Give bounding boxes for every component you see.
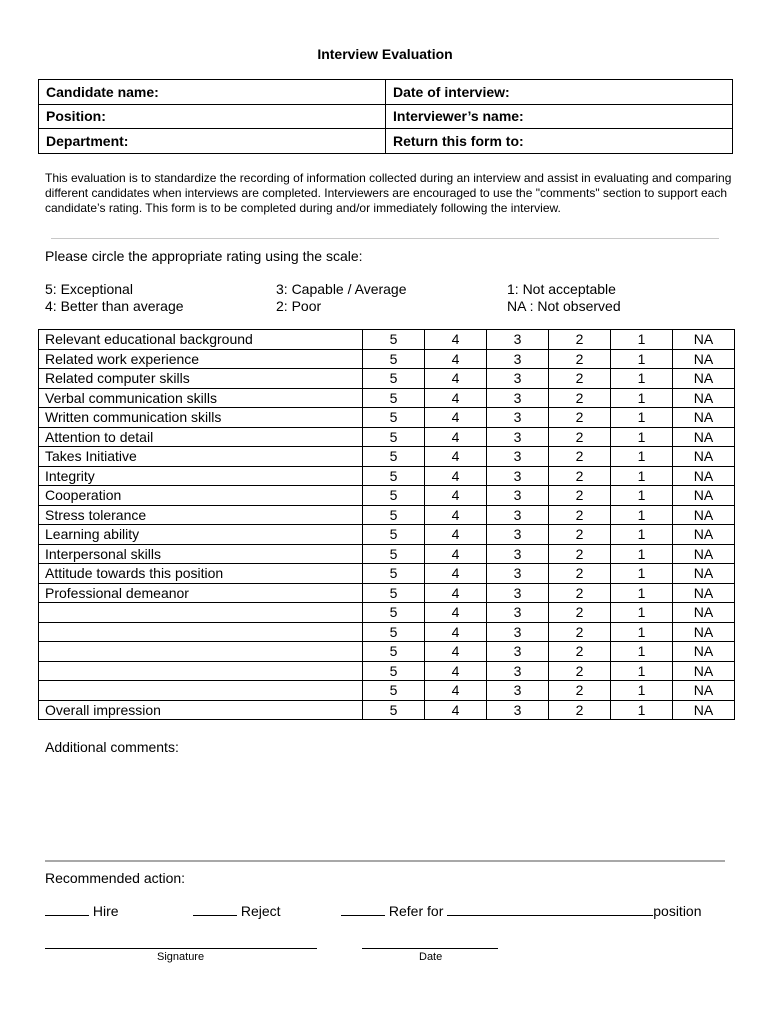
scale-na: NA : Not observed	[507, 298, 621, 314]
rating-option-4[interactable]: 4	[425, 466, 487, 486]
rating-row	[39, 388, 735, 408]
criterion-label: Verbal communication skills	[39, 388, 363, 408]
criterion-label	[39, 642, 363, 662]
rating-option-3[interactable]: 3	[487, 408, 549, 428]
rating-option-1[interactable]: 1	[611, 505, 673, 525]
rating-option-na[interactable]: NA	[673, 622, 735, 642]
scale-5: 5: Exceptional	[45, 281, 133, 297]
rating-option-5[interactable]: 5	[363, 564, 425, 584]
rating-option-na[interactable]: NA	[673, 603, 735, 623]
criterion-label: Overall impression	[39, 700, 363, 720]
rating-option-3[interactable]: 3	[487, 486, 549, 506]
rating-row	[39, 622, 735, 642]
rating-option-4[interactable]: 4	[425, 330, 487, 350]
position-field[interactable]: Position:	[39, 104, 386, 129]
rating-option-3[interactable]: 3	[487, 525, 549, 545]
rating-option-4[interactable]: 4	[425, 427, 487, 447]
rating-row	[39, 603, 735, 623]
rating-option-3[interactable]: 3	[487, 661, 549, 681]
rating-option-1[interactable]: 1	[611, 349, 673, 369]
rating-option-5[interactable]: 5	[363, 681, 425, 701]
rating-option-2[interactable]: 2	[549, 661, 611, 681]
scale-legend-col-1	[45, 281, 184, 315]
criterion-label: Relevant educational background	[39, 330, 363, 350]
rating-option-1[interactable]: 1	[611, 544, 673, 564]
rating-option-5[interactable]: 5	[363, 661, 425, 681]
rating-row	[39, 700, 735, 720]
divider	[45, 860, 725, 862]
rating-row	[39, 583, 735, 603]
rating-instruction: Please circle the appropriate rating using the scale:	[45, 248, 363, 264]
rating-option-3[interactable]: 3	[487, 544, 549, 564]
rating-option-1[interactable]: 1	[611, 700, 673, 720]
rating-option-na[interactable]: NA	[673, 349, 735, 369]
hire-label: Hire	[92, 903, 119, 919]
rating-option-1[interactable]: 1	[611, 330, 673, 350]
divider	[51, 238, 719, 239]
rating-option-2[interactable]: 2	[549, 564, 611, 584]
signature-line[interactable]	[45, 948, 317, 949]
rating-option-4[interactable]: 4	[425, 700, 487, 720]
date-of-interview-field[interactable]: Date of interview:	[386, 80, 733, 105]
rating-option-na[interactable]: NA	[673, 661, 735, 681]
criterion-label: Learning ability	[39, 525, 363, 545]
rating-option-2[interactable]: 2	[549, 583, 611, 603]
rating-option-4[interactable]: 4	[425, 544, 487, 564]
rating-row	[39, 661, 735, 681]
rating-option-3[interactable]: 3	[487, 447, 549, 467]
rating-option-5[interactable]: 5	[363, 349, 425, 369]
scale-legend-col-3	[507, 281, 621, 315]
rating-row	[39, 505, 735, 525]
rating-option-4[interactable]: 4	[425, 388, 487, 408]
rating-option-3[interactable]: 3	[487, 349, 549, 369]
refer-blank[interactable]	[341, 902, 385, 916]
rating-option-na[interactable]: NA	[673, 427, 735, 447]
rating-option-2[interactable]: 2	[549, 408, 611, 428]
return-form-field[interactable]: Return this form to:	[386, 129, 733, 154]
position-label: position	[653, 903, 702, 919]
scale-legend-col-2	[276, 281, 407, 315]
rating-option-4[interactable]: 4	[425, 447, 487, 467]
rating-row	[39, 330, 735, 350]
rating-option-4[interactable]: 4	[425, 661, 487, 681]
rating-row	[39, 525, 735, 545]
rating-option-4[interactable]: 4	[425, 603, 487, 623]
rating-option-1[interactable]: 1	[611, 525, 673, 545]
rating-option-1[interactable]: 1	[611, 603, 673, 623]
rating-option-na[interactable]: NA	[673, 525, 735, 545]
criterion-label: Stress tolerance	[39, 505, 363, 525]
rating-option-4[interactable]: 4	[425, 486, 487, 506]
criterion-label: Attention to detail	[39, 427, 363, 447]
department-field[interactable]: Department:	[39, 129, 386, 154]
rating-option-5[interactable]: 5	[363, 505, 425, 525]
rating-option-na[interactable]: NA	[673, 388, 735, 408]
rating-option-1[interactable]: 1	[611, 622, 673, 642]
rating-option-2[interactable]: 2	[549, 525, 611, 545]
rating-option-5[interactable]: 5	[363, 466, 425, 486]
rating-option-3[interactable]: 3	[487, 700, 549, 720]
rating-option-2[interactable]: 2	[549, 447, 611, 467]
rating-row	[39, 349, 735, 369]
rating-option-3[interactable]: 3	[487, 330, 549, 350]
rating-option-1[interactable]: 1	[611, 466, 673, 486]
criterion-label: Related work experience	[39, 349, 363, 369]
rating-table	[38, 329, 735, 720]
refer-position-blank[interactable]	[447, 902, 653, 916]
rating-option-5[interactable]: 5	[363, 583, 425, 603]
rating-option-5[interactable]: 5	[363, 369, 425, 389]
rating-row	[39, 544, 735, 564]
rating-option-5[interactable]: 5	[363, 642, 425, 662]
rating-option-5[interactable]: 5	[363, 330, 425, 350]
rating-option-1[interactable]: 1	[611, 369, 673, 389]
rating-option-2[interactable]: 2	[549, 349, 611, 369]
rating-option-2[interactable]: 2	[549, 388, 611, 408]
rating-option-3[interactable]: 3	[487, 583, 549, 603]
rating-row	[39, 408, 735, 428]
rating-option-3[interactable]: 3	[487, 642, 549, 662]
interviewer-name-field[interactable]: Interviewer’s name:	[386, 104, 733, 129]
rating-option-4[interactable]: 4	[425, 622, 487, 642]
reject-option[interactable]	[193, 902, 281, 919]
rating-option-1[interactable]: 1	[611, 408, 673, 428]
rating-option-1[interactable]: 1	[611, 427, 673, 447]
rating-option-na[interactable]: NA	[673, 447, 735, 467]
rating-option-5[interactable]: 5	[363, 603, 425, 623]
rating-option-na[interactable]: NA	[673, 681, 735, 701]
rating-option-3[interactable]: 3	[487, 505, 549, 525]
date-label: Date	[419, 951, 443, 963]
rating-option-2[interactable]: 2	[549, 642, 611, 662]
rating-row	[39, 564, 735, 584]
rating-option-4[interactable]: 4	[425, 642, 487, 662]
reject-blank[interactable]	[193, 902, 237, 916]
rating-option-2[interactable]: 2	[549, 466, 611, 486]
rating-option-5[interactable]: 5	[363, 544, 425, 564]
rating-row	[39, 466, 735, 486]
rating-row	[39, 427, 735, 447]
intro-paragraph: This evaluation is to standardize the recording of information collected during an interview and assist in evaluating and comparing different candidates when interviews are completed. Interviewers are encouraged to use the "comments" section to support each candidate’s rating. This form is to be completed during and/or immediately following the interview.	[45, 171, 732, 215]
rating-option-3[interactable]: 3	[487, 681, 549, 701]
rating-option-3[interactable]: 3	[487, 564, 549, 584]
rating-option-4[interactable]: 4	[425, 681, 487, 701]
rating-option-na[interactable]: NA	[673, 505, 735, 525]
rating-option-na[interactable]: NA	[673, 466, 735, 486]
rating-option-5[interactable]: 5	[363, 447, 425, 467]
rating-option-1[interactable]: 1	[611, 583, 673, 603]
rating-option-na[interactable]: NA	[673, 544, 735, 564]
rating-option-4[interactable]: 4	[425, 408, 487, 428]
rating-option-5[interactable]: 5	[363, 622, 425, 642]
rating-option-2[interactable]: 2	[549, 544, 611, 564]
refer-for-label: Refer for	[388, 903, 444, 919]
rating-option-2[interactable]: 2	[549, 427, 611, 447]
candidate-info-table	[38, 79, 733, 154]
criterion-label	[39, 661, 363, 681]
rating-option-1[interactable]: 1	[611, 486, 673, 506]
rating-option-4[interactable]: 4	[425, 525, 487, 545]
rating-row	[39, 486, 735, 506]
rating-row	[39, 369, 735, 389]
reject-label: Reject	[240, 903, 281, 919]
criterion-label: Cooperation	[39, 486, 363, 506]
rating-option-4[interactable]: 4	[425, 369, 487, 389]
rating-option-2[interactable]: 2	[549, 622, 611, 642]
criterion-label: Attitude towards this position	[39, 564, 363, 584]
criterion-label	[39, 603, 363, 623]
date-line[interactable]	[362, 948, 498, 949]
rating-option-5[interactable]: 5	[363, 408, 425, 428]
criterion-label: Interpersonal skills	[39, 544, 363, 564]
rating-option-na[interactable]: NA	[673, 564, 735, 584]
rating-option-na[interactable]: NA	[673, 369, 735, 389]
rating-option-1[interactable]: 1	[611, 447, 673, 467]
candidate-name-field[interactable]: Candidate name:	[39, 80, 386, 105]
scale-4: 4: Better than average	[45, 298, 184, 314]
rating-row	[39, 681, 735, 701]
criterion-label: Professional demeanor	[39, 583, 363, 603]
rating-option-4[interactable]: 4	[425, 583, 487, 603]
rating-option-2[interactable]: 2	[549, 330, 611, 350]
additional-comments-label: Additional comments:	[45, 739, 179, 755]
rating-option-5[interactable]: 5	[363, 700, 425, 720]
rating-option-2[interactable]: 2	[549, 681, 611, 701]
rating-option-5[interactable]: 5	[363, 427, 425, 447]
rating-option-na[interactable]: NA	[673, 486, 735, 506]
rating-option-2[interactable]: 2	[549, 486, 611, 506]
page-title: Interview Evaluation	[317, 46, 453, 62]
rating-option-1[interactable]: 1	[611, 661, 673, 681]
rating-option-5[interactable]: 5	[363, 525, 425, 545]
hire-option[interactable]	[45, 902, 119, 919]
rating-option-3[interactable]: 3	[487, 603, 549, 623]
rating-option-na[interactable]: NA	[673, 700, 735, 720]
rating-option-2[interactable]: 2	[549, 505, 611, 525]
rating-option-2[interactable]: 2	[549, 700, 611, 720]
hire-blank[interactable]	[45, 902, 89, 916]
rating-option-4[interactable]: 4	[425, 505, 487, 525]
criterion-label	[39, 681, 363, 701]
rating-option-1[interactable]: 1	[611, 564, 673, 584]
rating-option-na[interactable]: NA	[673, 330, 735, 350]
criterion-label: Takes Initiative	[39, 447, 363, 467]
scale-1: 1: Not acceptable	[507, 281, 616, 297]
rating-row	[39, 447, 735, 467]
rating-option-na[interactable]: NA	[673, 583, 735, 603]
rating-option-3[interactable]: 3	[487, 427, 549, 447]
rating-option-5[interactable]: 5	[363, 486, 425, 506]
rating-option-3[interactable]: 3	[487, 622, 549, 642]
recommended-action-label: Recommended action:	[45, 870, 186, 886]
rating-option-1[interactable]: 1	[611, 681, 673, 701]
rating-option-4[interactable]: 4	[425, 349, 487, 369]
criterion-label: Written communication skills	[39, 408, 363, 428]
rating-option-5[interactable]: 5	[363, 388, 425, 408]
rating-option-na[interactable]: NA	[673, 642, 735, 662]
rating-row	[39, 642, 735, 662]
scale-3: 3: Capable / Average	[276, 281, 407, 297]
rating-option-1[interactable]: 1	[611, 388, 673, 408]
rating-option-2[interactable]: 2	[549, 603, 611, 623]
scale-2: 2: Poor	[276, 298, 322, 314]
rating-option-na[interactable]: NA	[673, 408, 735, 428]
criterion-label	[39, 622, 363, 642]
rating-option-3[interactable]: 3	[487, 466, 549, 486]
criterion-label: Integrity	[39, 466, 363, 486]
rating-option-1[interactable]: 1	[611, 642, 673, 662]
signature-label: Signature	[157, 951, 205, 963]
rating-option-2[interactable]: 2	[549, 369, 611, 389]
rating-option-3[interactable]: 3	[487, 388, 549, 408]
criterion-label: Related computer skills	[39, 369, 363, 389]
refer-option[interactable]	[341, 902, 702, 919]
rating-option-4[interactable]: 4	[425, 564, 487, 584]
rating-option-3[interactable]: 3	[487, 369, 549, 389]
